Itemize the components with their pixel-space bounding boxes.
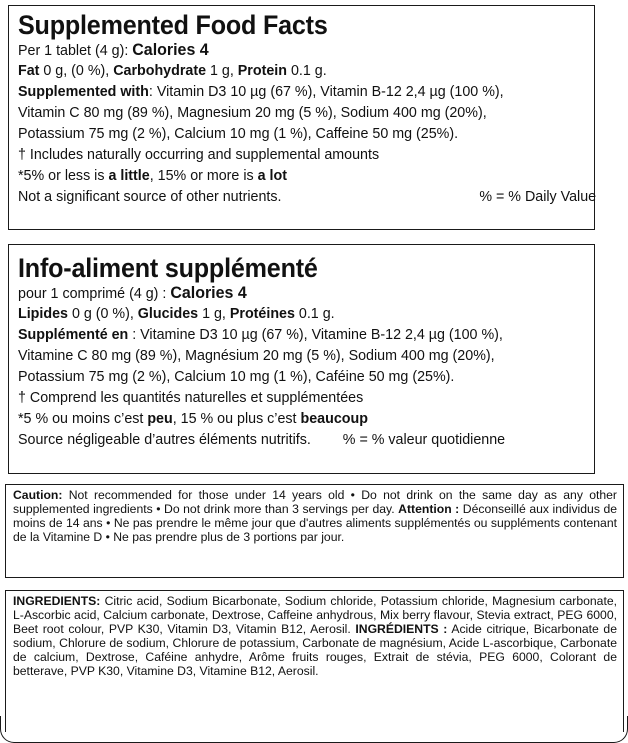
calories: Calories 4: [132, 40, 209, 59]
protein-value: 0.1 g.: [294, 305, 335, 322]
fat-value: 0 g (0 %),: [67, 305, 138, 322]
calories: Calories 4: [170, 283, 247, 302]
ingredients-list-french: Acide citrique, Bicarbonate de sodium, Chlorure de sodium, Chlorure de potassium, Carbonate de magnésium, Acide L-ascorbique, Carbonate de calcium, Dextrose, Caféine anhydre, Arôme fruits rouges, Extrait de stévia, PEG 6000, Colorant de betterave, PVP K30, Vitamine D3, Vitamine B12, Aerosil.: [13, 621, 617, 678]
caution-text-french: Déconseillé aux individus de moins de 14 ans • Ne pas prendre le même jour que d'autres aliments supplémentés ou suppléments contenant de la Vitamine D • Ne pas prendre plus de 3 portions par jour.: [13, 501, 618, 544]
ingredients-box: [5, 590, 624, 732]
caution-label: Caution:: [13, 488, 63, 502]
dagger-note-french: † Comprend les quantités naturelles et supplémentées: [18, 389, 364, 406]
ingredients-text: [13, 595, 617, 678]
macros-line-english: [18, 60, 559, 81]
percent-note-english: [18, 165, 559, 186]
protein-label: Protein: [237, 62, 287, 79]
supplements-line-1-french: [18, 324, 559, 345]
supplemented-label: Supplemented with: [18, 83, 149, 100]
supplements-text-1: : Vitamin D3 10 µg (67 %), Vitamin B-12 2,4 µg (100 %),: [148, 83, 504, 100]
ingredients-label-french: INGRÉDIENTS :: [355, 621, 448, 636]
percent-text-a: *5 % ou moins c’est: [18, 410, 148, 427]
percent-text-b: , 15% or more is: [149, 167, 258, 184]
daily-value-legend: % = % Daily Value: [479, 188, 597, 205]
percent-little: peu: [147, 410, 173, 427]
percent-lot: a lot: [257, 167, 287, 184]
caution-text: [13, 489, 617, 545]
fat-label: Lipides: [18, 305, 68, 322]
not-significant-note: Source négligeable d’autres éléments nutritifs.: [18, 431, 311, 448]
percent-lot: beaucoup: [300, 410, 368, 427]
percent-text-a: *5% or less is: [18, 167, 109, 184]
supplements-line-2-french: Vitamine C 80 mg (89 %), Magnésium 20 mg (5 %), Sodium 400 mg (20%),: [18, 347, 495, 364]
supplemented-label: Supplémenté en: [18, 326, 129, 343]
serving-line-french: [18, 283, 559, 303]
protein-label: Protéines: [229, 305, 295, 322]
caution-box: [5, 484, 624, 578]
serving-line-english: [18, 40, 559, 60]
supplements-line-2-english: Vitamin C 80 mg (89 %), Magnesium 20 mg (5 %), Sodium 400 mg (20%),: [18, 104, 487, 121]
carb-label: Glucides: [137, 305, 199, 322]
footer-line-french: [18, 429, 580, 450]
fat-value: 0 g, (0 %),: [39, 62, 114, 79]
serving-size: pour 1 comprimé (4 g) :: [18, 285, 171, 302]
ingredients-list-english: Citric acid, Sodium Bicarbonate, Sodium chloride, Potassium chloride, Magnesium carbonate, L-Ascorbic acid, Calcium carbonate, Dextrose, Caffeine anhydrous, Mix berry flavour, Stevia extract, PEG 6000, Beet root colour, PVP K30, Vitamin D3, Vitamin B12, Aerosil.: [13, 594, 617, 636]
percent-text-b: , 15 % ou plus c’est: [172, 410, 301, 427]
percent-little: a little: [108, 167, 150, 184]
label-bottom-edge: [0, 716, 628, 743]
footer-line-english: [18, 186, 596, 207]
serving-size: Per 1 tablet (4 g):: [18, 42, 133, 59]
attention-label: Attention :: [398, 501, 460, 516]
fat-label: Fat: [18, 62, 40, 79]
facts-title-english: Supplemented Food Facts: [18, 10, 328, 40]
carb-label: Carbohydrate: [113, 62, 207, 79]
supplements-line-3-french: Potassium 75 mg (2 %), Calcium 10 mg (1 %), Caféine 50 mg (25%).: [18, 368, 455, 385]
daily-value-legend: % = % valeur quotidienne: [342, 431, 506, 448]
not-significant-note: Not a significant source of other nutrients.: [18, 188, 282, 205]
protein-value: 0.1 g.: [286, 62, 327, 79]
dagger-note-english: † Includes naturally occurring and supplemental amounts: [18, 146, 380, 163]
carb-value: 1 g,: [206, 62, 238, 79]
carb-value: 1 g,: [198, 305, 230, 322]
facts-title-french: Info-aliment supplémenté: [18, 253, 318, 283]
percent-note-french: [18, 408, 559, 429]
facts-table-english: [8, 5, 595, 230]
caution-text-english: Not recommended for those under 14 years old • Do not drink on the same day as any other supplemented ingredients • Do not drink more than 3 servings per day.: [13, 488, 617, 516]
macros-line-french: [18, 303, 559, 324]
facts-table-french: [8, 244, 595, 474]
ingredients-label-english: INGREDIENTS:: [13, 594, 101, 608]
supplements-line-1-english: [18, 81, 559, 102]
supplements-line-3-english: Potassium 75 mg (2 %), Calcium 10 mg (1 %), Caffeine 50 mg (25%).: [18, 125, 459, 142]
supplements-text-1: : Vitamine D3 10 µg (67 %), Vitamine B-12 2,4 µg (100 %),: [128, 326, 503, 343]
